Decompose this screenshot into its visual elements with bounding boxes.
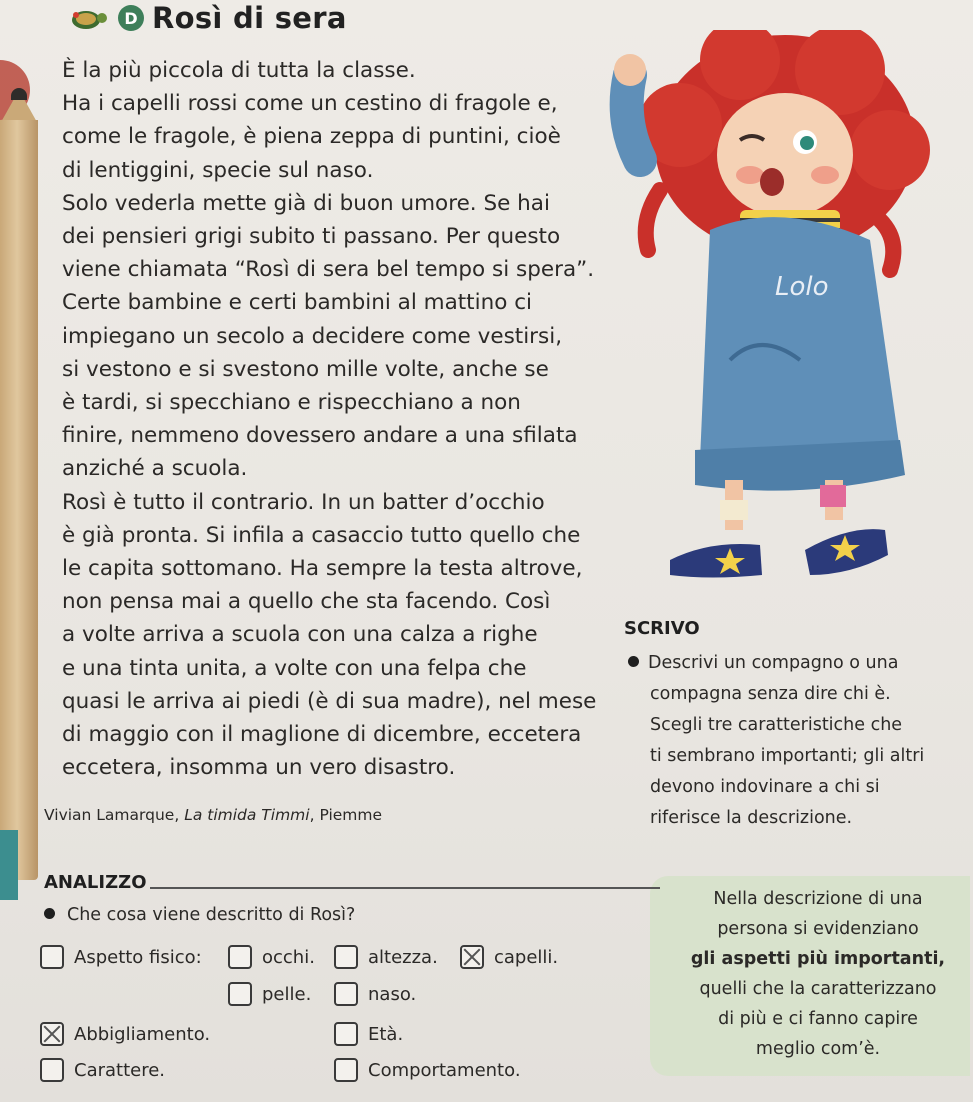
option-aspetto[interactable]	[40, 945, 202, 969]
pencil-illustration	[0, 120, 38, 880]
girl-illustration	[600, 30, 930, 590]
author-name: Vivian Lamarque,	[44, 806, 185, 824]
option-abbigliamento[interactable]	[40, 1022, 210, 1046]
story-line: Solo vederla mette già di buon umore. Se hai	[62, 190, 550, 216]
story-line: quasi le arriva ai piedi (è di sua madre), nel mese	[62, 688, 597, 714]
story-text	[62, 54, 622, 784]
scrivo-line	[628, 648, 958, 679]
checkbox-aspetto[interactable]	[40, 945, 64, 969]
option-altezza[interactable]	[334, 945, 438, 969]
story-line: e una tinta unita, a volte con una felpa che	[62, 655, 527, 681]
option-label: Età.	[368, 1023, 404, 1045]
section-badge: D	[118, 5, 144, 31]
publisher: , Piemme	[309, 806, 383, 824]
option-pelle[interactable]	[228, 982, 311, 1006]
bullet-icon	[628, 656, 639, 667]
checkbox-eta[interactable]	[334, 1022, 358, 1046]
story-line: viene chiamata “Rosì di sera bel tempo si spera”.	[62, 257, 595, 283]
option-label: altezza.	[368, 946, 438, 968]
checkbox-capelli[interactable]	[460, 945, 484, 969]
author-credit	[44, 806, 382, 824]
analizzo-divider	[150, 887, 660, 889]
option-label: Abbigliamento.	[74, 1023, 211, 1045]
story-line: Rosì è tutto il contrario. In un batter d’occhio	[62, 489, 545, 515]
option-label: Comportamento.	[368, 1059, 521, 1081]
checkbox-carattere[interactable]	[40, 1058, 64, 1082]
story-line: È la più piccola di tutta la classe.	[62, 58, 416, 83]
info-line-highlight: gli aspetti più importanti,	[690, 949, 946, 969]
story-line: eccetera, insomma un vero disastro.	[62, 755, 456, 781]
turtle-icon	[68, 6, 110, 30]
story-line: di maggio con il maglione di dicembre, eccetera	[62, 722, 582, 748]
scrivo-line: riferisce la descrizione.	[650, 808, 853, 828]
option-naso[interactable]	[334, 982, 416, 1006]
story-line: Ha i capelli rossi come un cestino di fragole e,	[62, 91, 558, 117]
option-carattere[interactable]	[40, 1058, 165, 1082]
option-capelli[interactable]	[460, 945, 558, 969]
checkbox-naso[interactable]	[334, 982, 358, 1006]
story-line: Certe bambine e certi bambini al mattino ci	[62, 290, 532, 316]
checkbox-comportamento[interactable]	[334, 1058, 358, 1082]
option-label: pelle.	[262, 983, 312, 1005]
scrivo-instructions	[628, 648, 958, 834]
page-edge-tab	[0, 830, 18, 900]
info-line: quelli che la caratterizzano	[699, 979, 937, 999]
story-line: finire, nemmeno dovessero andare a una sfilata	[62, 423, 578, 449]
info-line: Nella descrizione di una	[713, 889, 923, 909]
sweater-text: Lolo	[775, 272, 829, 302]
story-line: come le fragole, è piena zeppa di puntini, cioè	[62, 124, 561, 150]
analizzo-question	[44, 905, 355, 925]
info-line: persona si evidenziano	[717, 919, 919, 939]
title-row	[68, 0, 347, 36]
scrivo-line-text: Descrivi un compagno o una	[648, 653, 899, 673]
option-label: naso.	[368, 983, 417, 1005]
book-title: La timida Timmi	[184, 806, 310, 824]
option-label: capelli.	[494, 946, 559, 968]
checkbox-abbigliamento[interactable]	[40, 1022, 64, 1046]
checkbox-altezza[interactable]	[334, 945, 358, 969]
checkbox-pelle[interactable]	[228, 982, 252, 1006]
question-text: Che cosa viene descritto di Rosì?	[67, 905, 356, 925]
option-label: Carattere.	[74, 1059, 166, 1081]
story-line: si vestono e si svestono mille volte, anche se	[62, 356, 549, 382]
scrivo-line: Scegli tre caratteristiche che	[650, 715, 903, 735]
info-line: di più e ci fanno capire	[718, 1009, 918, 1029]
story-line: non pensa mai a quello che sta facendo. Così	[62, 589, 551, 615]
option-label: Aspetto fisico:	[74, 946, 202, 968]
info-box-text	[668, 884, 968, 1064]
option-eta[interactable]	[334, 1022, 403, 1046]
info-line: meglio com’è.	[755, 1039, 881, 1059]
checkbox-occhi[interactable]	[228, 945, 252, 969]
story-line: di lentiggini, specie sul naso.	[62, 157, 374, 183]
story-line: è tardi, si specchiano e rispecchiano a non	[62, 390, 521, 416]
option-occhi[interactable]	[228, 945, 315, 969]
pencil-lead	[11, 88, 27, 100]
scrivo-line: devono indovinare a chi si	[650, 777, 880, 797]
story-line: a volte arriva a scuola con una calza a righe	[62, 622, 538, 648]
option-label: occhi.	[262, 946, 315, 968]
story-line: anziché a scuola.	[62, 456, 248, 482]
scrivo-line: ti sembrano importanti; gli altri	[650, 746, 925, 766]
page-title: Rosì di sera	[152, 1, 347, 35]
story-line: dei pensieri grigi subito ti passano. Per questo	[62, 224, 561, 250]
scrivo-heading: SCRIVO	[624, 618, 700, 639]
scrivo-line: compagna senza dire chi è.	[650, 684, 891, 704]
story-line: impiegano un secolo a decidere come vestirsi,	[62, 323, 563, 349]
story-line: è già pronta. Si infila a casaccio tutto quello che	[62, 522, 581, 548]
story-line: le capita sottomano. Ha sempre la testa altrove,	[62, 556, 583, 582]
analizzo-heading: ANALIZZO	[44, 872, 147, 893]
bullet-icon	[44, 908, 55, 919]
option-comportamento[interactable]	[334, 1058, 521, 1082]
